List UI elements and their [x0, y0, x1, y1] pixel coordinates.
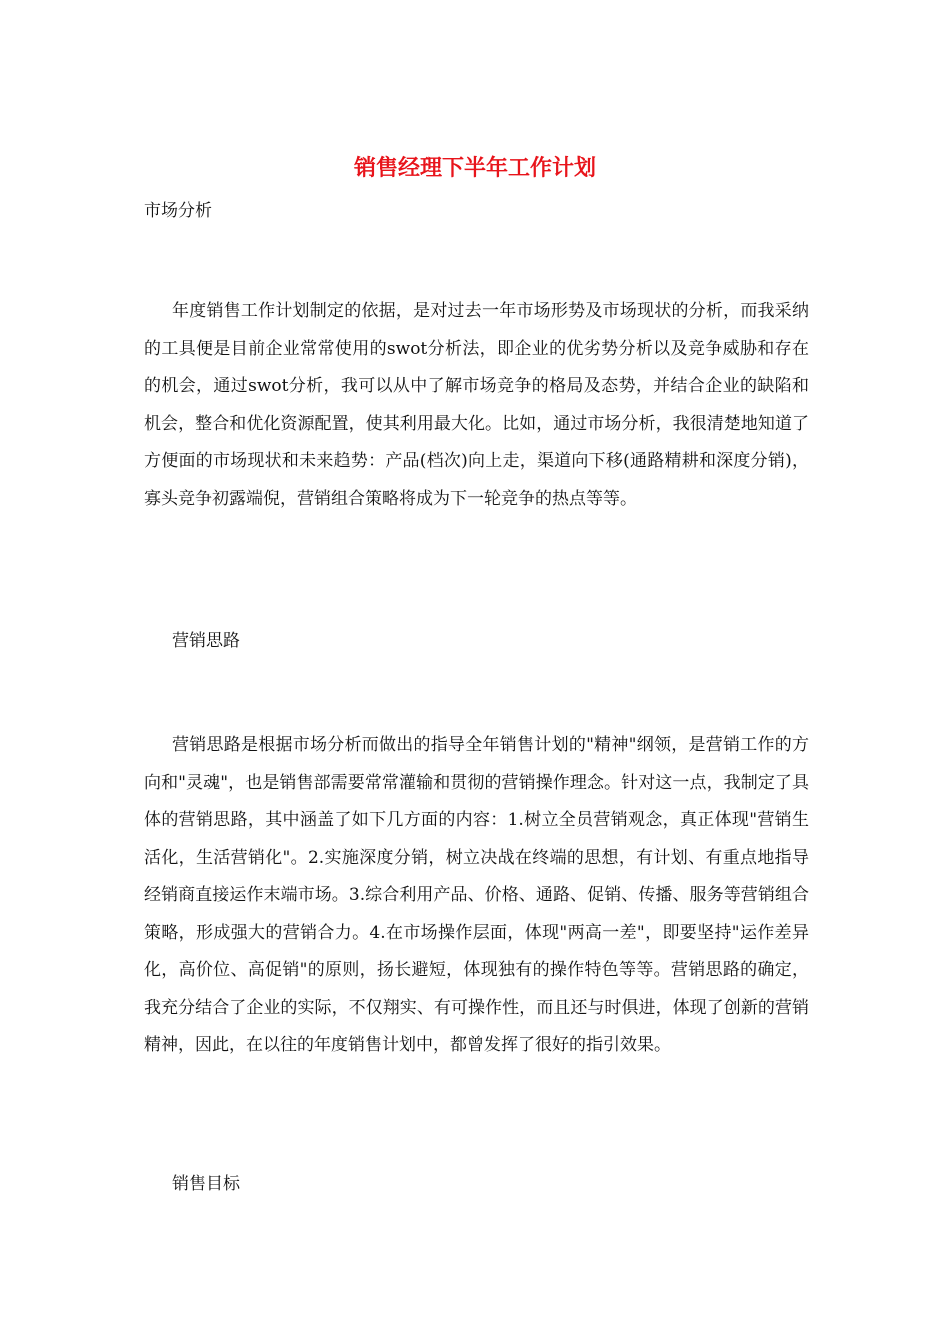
section-paragraph-market-analysis: 年度销售工作计划制定的依据，是对过去一年市场形势及市场现状的分析，而我采纳的工具便是目前企业常常使用的swot分析法，即企业的优劣势分析以及竞争威胁和存在的机会，通过swot分析，我可以从中了解市场竞争的格局及态势，并结合企业的缺陷和机会，整合和优化资源配置，使其利用最大化。比如，通过市场分析，我很清楚地知道了方便面的市场现状和未来趋势：产品(档次)向上走，渠道向下移(通路精耕和深度分销)，寡头竞争初露端倪，营销组合策略将成为下一轮竞争的热点等等。: [144, 301, 809, 509]
section-heading-sales-target: 销售目标: [172, 1174, 240, 1194]
document-title: 销售经理下半年工作计划: [353, 156, 596, 181]
section-heading-marketing-ideas: 营销思路: [172, 631, 240, 651]
section-paragraph-marketing-ideas: 营销思路是根据市场分析而做出的指导全年销售计划的"精神"纲领，是营销工作的方向和"灵魂"，也是销售部需要常常灌输和贯彻的营销操作理念。针对这一点，我制定了具体的营销思路，其中涵盖了如下几方面的内容：1.树立全员营销观念，真正体现"营销生活化，生活营销化"。2.实施深度分销，树立决战在终端的思想，有计划、有重点地指导经销商直接运作末端市场。3.综合利用产品、价格、通路、促销、传播、服务等营销组合策略，形成强大的营销合力。4.在市场操作层面，体现"两高一差"，即要坚持"运作差异化，高价位、高促销"的原则，扬长避短，体现独有的操作特色等等。营销思路的确定，我充分结合了企业的实际，不仅翔实、有可操作性，而且还与时俱进，体现了创新的营销精神，因此，在以往的年度销售计划中，都曾发挥了很好的指引效果。: [144, 735, 809, 1055]
section-heading-market-analysis: 市场分析: [144, 201, 212, 221]
